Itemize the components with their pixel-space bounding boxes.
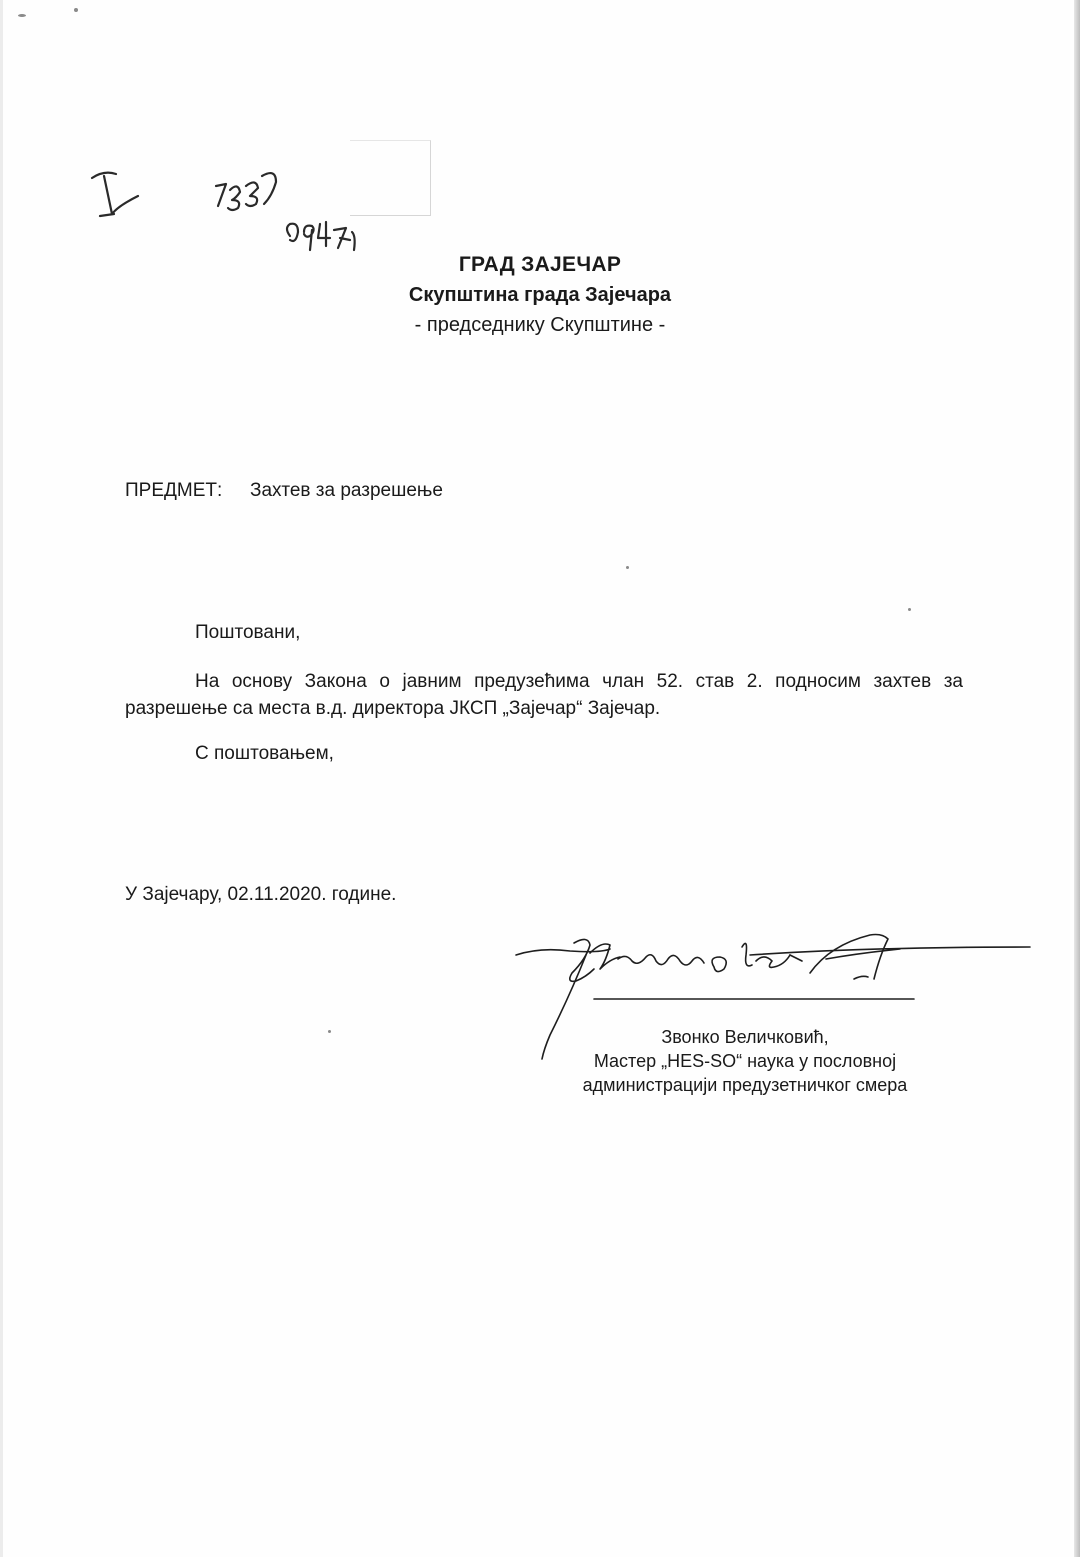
- addressee-city: ГРАД ЗАЈЕЧАР: [458, 253, 622, 276]
- subject-label: ПРЕДМЕТ:: [125, 480, 223, 501]
- place-and-date: У Зајечару, 02.11.2020. године.: [125, 884, 397, 905]
- signer-title-line-2: администрацији предузетничког смера: [582, 1075, 908, 1095]
- greeting: Поштовани,: [195, 622, 301, 643]
- handwritten-text-anchor: I 7337 0947: [0, 0, 6, 1]
- signer-name: Звонко Величковић,: [661, 1027, 829, 1047]
- subject-line: [125, 480, 443, 502]
- addressee-assembly: Скупштина града Зајечара: [408, 284, 672, 306]
- addressee-recipient: - председнику Скупштине -: [414, 314, 666, 336]
- signer-block: [545, 1025, 945, 1097]
- scan-speck: [908, 608, 911, 611]
- scan-speck: [626, 566, 629, 569]
- scan-edge-right: [1074, 0, 1080, 1557]
- letter-body: На основу Закона о јавним предузећима члан 52. став 2. подносим захтев за разрешење са места в.д. директора ЈКСП „Зајечар“ Зајечар.: [125, 671, 963, 719]
- subject-text: Захтев за разрешење: [250, 480, 443, 501]
- handwritten-registry-marks: [0, 0, 460, 260]
- addressee-block: [340, 250, 740, 340]
- scan-speck: [328, 1030, 331, 1033]
- signer-title-line-1: Мастер „HES-SO“ наука у пословној: [593, 1051, 897, 1071]
- closing: С поштовањем,: [195, 743, 334, 764]
